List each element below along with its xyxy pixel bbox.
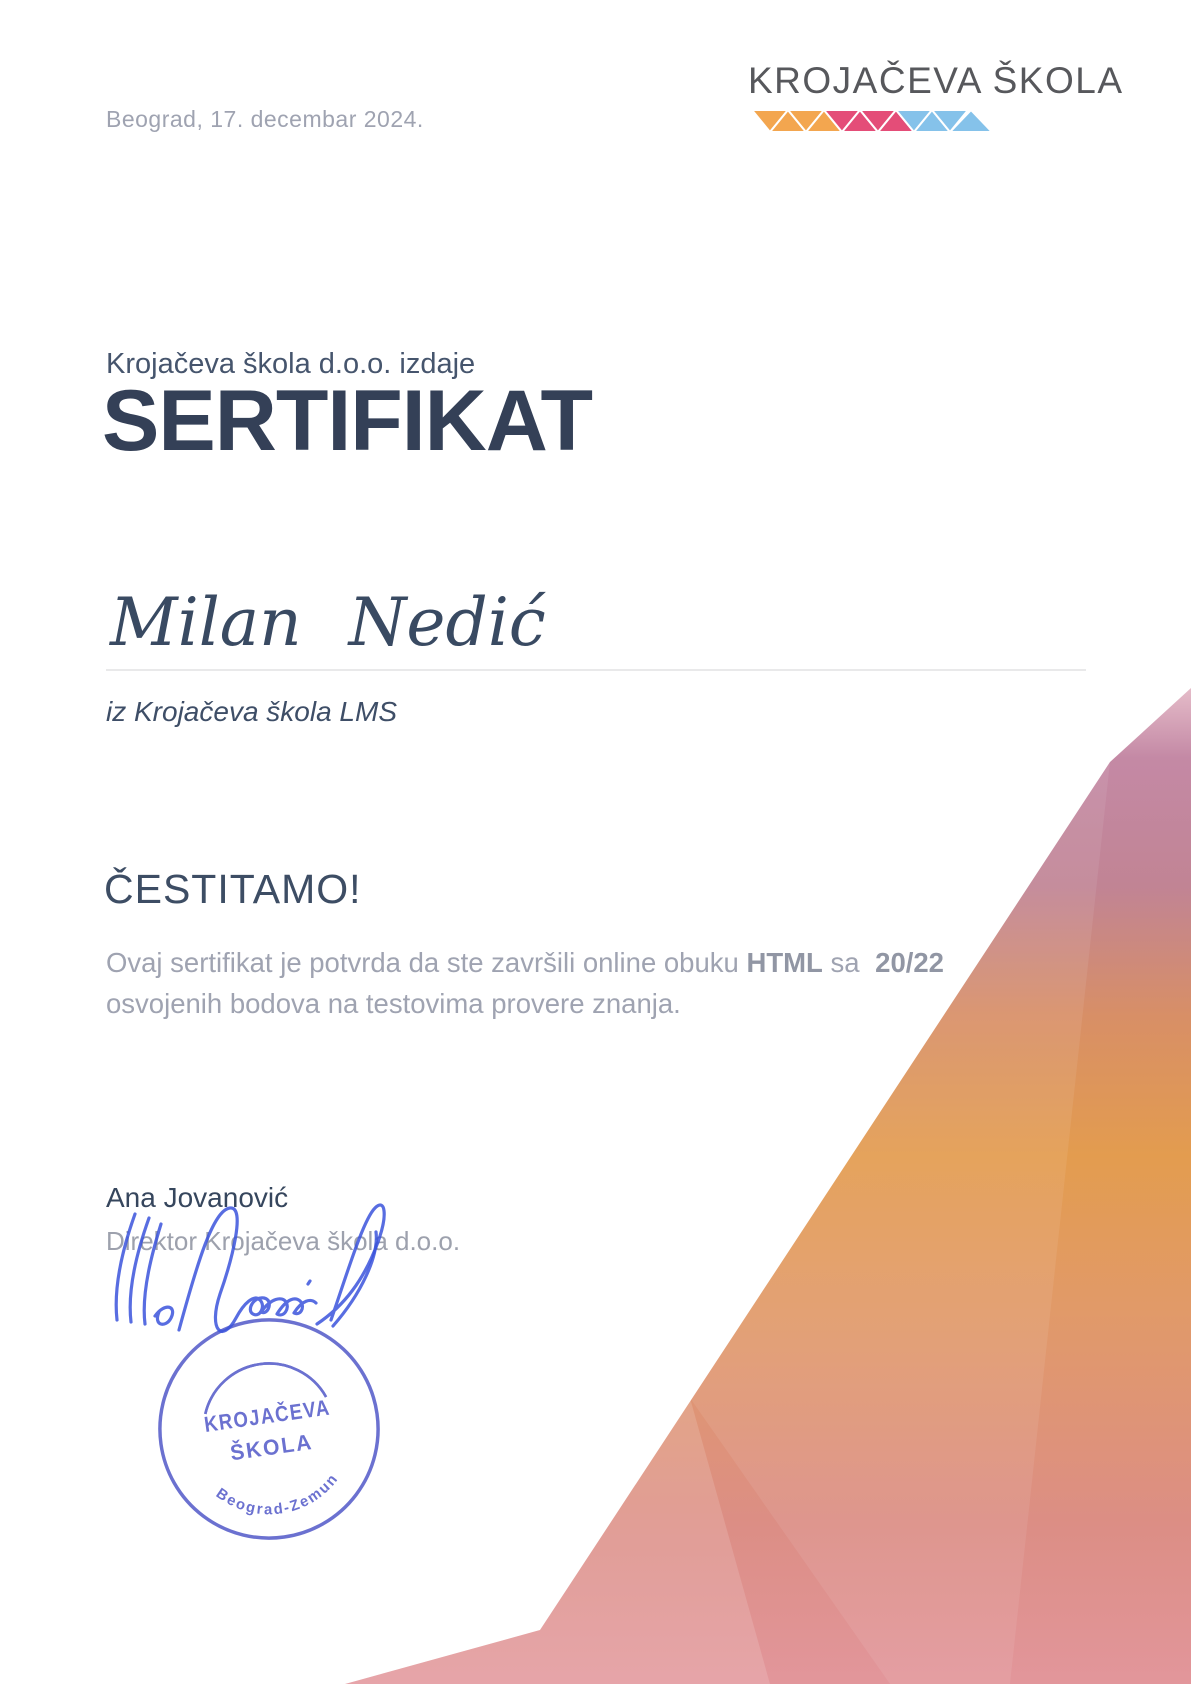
logo-text: KROJAČEVA ŠKOLA xyxy=(748,60,1124,101)
logo xyxy=(748,60,1124,135)
recipient-name: Milan Nedić xyxy=(110,584,546,661)
issuer-line: Krojačeva škola d.o.o. izdaje xyxy=(106,348,476,380)
score-value: 20/22 xyxy=(875,947,944,978)
course-name: HTML xyxy=(746,947,823,978)
certificate-title: SERTIFIKAT xyxy=(102,373,593,469)
svg-text:Beograd-Zemun xyxy=(211,1469,346,1527)
source-line: iz Krojačeva škola LMS xyxy=(106,696,398,727)
stamp-text-line2: ŠKOLA xyxy=(228,1428,318,1466)
stamp-arc-text: Beograd-Zemun xyxy=(212,1470,343,1519)
logo-triangles-icon xyxy=(752,109,1000,135)
date-line: Beograd, 17. decembar 2024. xyxy=(106,106,424,132)
name-underline xyxy=(106,669,1086,671)
signer-name: Ana Jovanović xyxy=(106,1182,289,1213)
body-line1-text2: sa xyxy=(822,947,868,978)
body-paragraph xyxy=(106,942,1006,1024)
stamp-text-line1: KROJAČEVA xyxy=(202,1391,354,1437)
signer-title: Direktor Krojačeva škola d.o.o. xyxy=(106,1226,461,1256)
congrats-heading: ČESTITAMO! xyxy=(104,866,362,912)
body-line-1 xyxy=(106,942,1006,983)
director-signature xyxy=(95,1198,405,1358)
body-line1-text: Ovaj sertifikat je potvrda da ste završili online obuku xyxy=(106,947,747,978)
body-line-2: osvojenih bodova na testovima provere znanja. xyxy=(106,988,681,1019)
